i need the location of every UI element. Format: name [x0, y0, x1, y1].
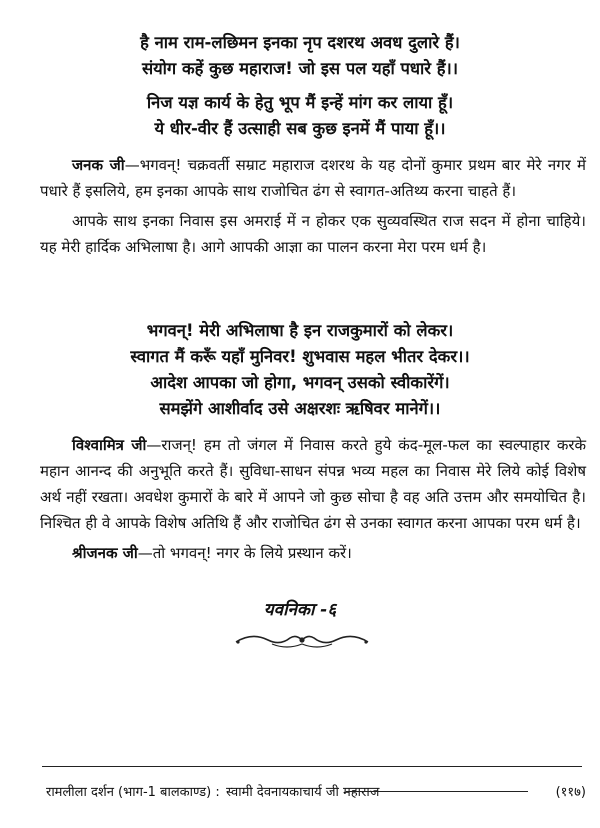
paragraph-janak-continued — [40, 208, 586, 260]
verse-line: संयोग कहें कुछ महाराज! जो इस पल यहाँ पधारे हैं।। — [141, 59, 459, 78]
verse-line: समझेंगे आशीर्वाद उसे अक्षरशः ऋषिवर मानेगें।। — [159, 399, 441, 418]
prose-block-1 — [40, 152, 586, 260]
speaker-name: विश्वामित्र जी — [72, 436, 147, 454]
paragraph-janak — [40, 152, 586, 204]
dialogue-text: —तो भगवन्! नगर के लिये प्रस्थान करें। — [137, 544, 352, 562]
dialogue-text: —राजन्! हम तो जंगल में निवास करते हुये कंद-मूल-फल का स्वल्पाहार करके महान आनन्द की अनुभूति करते हैं। सुविधा-साधन संपन्न भव्य महल का निवास मेरे लिये कोई विशेष अर्थ नहीं रखता। अवधेश कुमारों के बारे में आपने जो कुछ सोचा है वह अति उत्तम और समयोचित है। निश्चित ही वे आपके विशेष अतिथि हैं और राजोचित ढंग से उनका स्वागत करना आपका परम धर्म है। — [40, 436, 586, 532]
page-number: (११७) — [555, 785, 586, 800]
prose-block-2 — [40, 432, 586, 566]
author-name: स्वामी देवनायकाचार्य जी महाराज — [226, 785, 380, 800]
verse-line: स्वागत मैं करूँ यहाँ मुनिवर! शुभवास महल भीतर देकर।। — [130, 347, 470, 366]
dialogue-text: आपके साथ इनका निवास इस अमराई में न होकर एक सुव्यवस्थित राज सदन में होना चाहिये। यह मेरी हार्दिक अभिलाषा है। आगे आपकी आज्ञा का पालन करना मेरा परम धर्म है। — [40, 212, 586, 256]
verse-line: भगवन्! मेरी अभिलाषा है इन राजकुमारों को लेकर। — [146, 321, 454, 340]
verse-line: निज यज्ञ कार्य के हेतु भूप मैं इन्हें मांग कर लाया हूँ। — [146, 93, 454, 112]
dialogue-text: —भगवन्! चक्रवर्ती सम्राट महाराज दशरथ के यह दोनों कुमार प्रथम बार मेरे नगर में पधारे हैं इसलिये, हम इनका आपके साथ राजोचित ढंग से स्वागत-अतिथ्य करना चाहते हैं। — [40, 156, 587, 200]
verse-3 — [0, 318, 600, 422]
paragraph-shri-janak — [40, 540, 586, 566]
verse-line: है नाम राम-लछिमन इनका नृप दशरथ अवध दुलारे हैं। — [140, 33, 460, 52]
footer-divider — [346, 791, 528, 792]
verse-2 — [0, 90, 600, 142]
paragraph-vishwamitra — [40, 432, 586, 536]
speaker-name: श्रीजनक जी — [72, 544, 138, 562]
verse-line: आदेश आपका जो होगा, भगवन् उसको स्वीकारेंगें। — [150, 373, 450, 392]
verse-line: ये धीर-वीर हैं उत्साही सब कुछ इनमें मैं पाया हूँ।। — [154, 119, 446, 138]
speaker-name: जनक जी — [72, 156, 125, 174]
verse-1 — [0, 30, 600, 82]
scene-title: यवनिका -६ — [263, 600, 337, 620]
book-title: रामलीला दर्शन (भाग-1 बालकाण्ड) : — [46, 785, 220, 800]
ornament-divider — [232, 628, 372, 654]
footer-top-rule — [42, 766, 582, 767]
